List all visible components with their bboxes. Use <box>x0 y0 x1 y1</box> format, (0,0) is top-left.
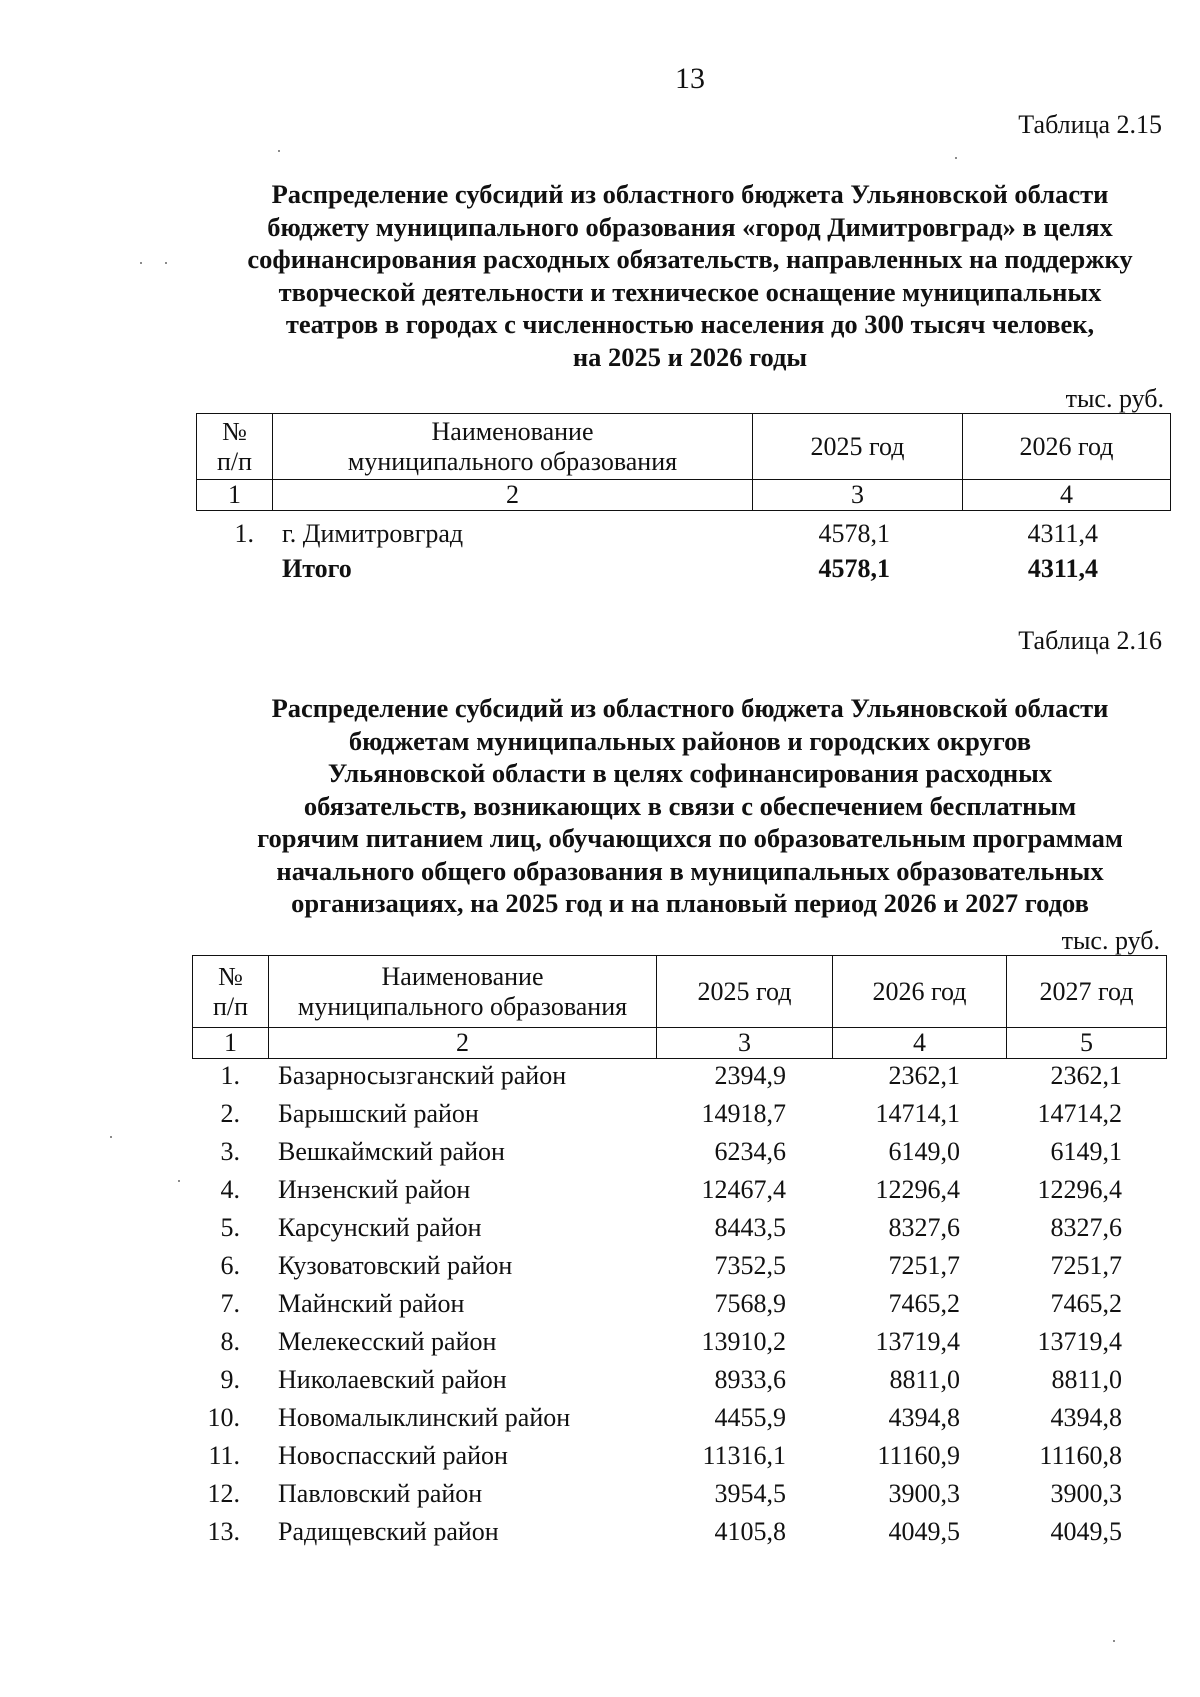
row-2025: 4105,8 <box>714 1517 786 1546</box>
row-2027: 11160,8 <box>1039 1441 1122 1470</box>
scan-speck <box>278 150 280 152</box>
title-line: творческой деятельности и техническое оснащение муниципальных <box>278 276 1102 307</box>
table-2-15-label: Таблица 2.15 <box>1018 110 1162 139</box>
table-row <box>0 1248 1200 1284</box>
row-2027: 4394,8 <box>1050 1403 1122 1432</box>
header-num-line: п/п <box>212 991 249 1021</box>
table-row <box>0 1438 1200 1474</box>
row-2025: 4455,9 <box>714 1403 786 1432</box>
row-2027: 14714,2 <box>1037 1099 1122 1128</box>
table-2-16-title <box>160 692 1200 920</box>
row-2027: 8811,0 <box>1051 1365 1122 1394</box>
header-2025: 2025 год <box>657 956 833 1028</box>
row-2026: 11160,9 <box>877 1441 960 1470</box>
title-line: Распределение субсидий из областного бюджета Ульяновской области <box>271 693 1109 723</box>
row-2025: 6234,6 <box>714 1137 786 1166</box>
table-row <box>0 1134 1200 1170</box>
title-line: Ульяновской области в целях софинансирования расходных <box>327 758 1053 788</box>
table-row <box>0 1058 1200 1094</box>
row-num: 2. <box>220 1099 240 1128</box>
header-num-line: № <box>218 961 243 991</box>
header-num-line: № <box>222 416 247 446</box>
title-line: софинансирования расходных обязательств, направленных на поддержку <box>247 244 1133 274</box>
title-line: театров в городах с численностью населения до 300 тысяч человек, <box>285 309 1095 339</box>
row-2026: 4049,5 <box>888 1517 960 1546</box>
row-num: 5. <box>220 1213 240 1242</box>
row-num: 4. <box>220 1175 240 1204</box>
header-name <box>273 414 753 480</box>
header-name-line: Наименование <box>431 416 594 446</box>
row-num: 7. <box>220 1289 240 1318</box>
row-name: Новоспасский район <box>278 1441 508 1470</box>
title-line: организациях, на 2025 год и на плановый период 2026 и 2027 годов <box>291 888 1089 918</box>
scan-speck <box>1113 1640 1115 1642</box>
header-2026: 2026 год <box>833 956 1007 1028</box>
row-2026: 7251,7 <box>888 1251 960 1280</box>
table-row <box>0 1400 1200 1436</box>
header-row <box>197 414 1171 480</box>
row-name: Базарносызганский район <box>278 1061 567 1090</box>
table-2-16-label: Таблица 2.16 <box>1018 626 1162 655</box>
row-2025: 12467,4 <box>701 1175 786 1204</box>
row-num: 1. <box>220 1061 240 1090</box>
table-row <box>0 1172 1200 1208</box>
index-cell: 5 <box>1007 1028 1167 1059</box>
row-2027: 2362,1 <box>1050 1061 1122 1090</box>
row-num: 11. <box>208 1441 240 1470</box>
row-name: Радищевский район <box>278 1517 499 1546</box>
row-num: 1. <box>234 519 254 548</box>
table-2-16-header <box>192 955 1167 1059</box>
row-name: Барышский район <box>278 1099 479 1128</box>
row-2026: 3900,3 <box>888 1479 960 1508</box>
title-line: бюджетам муниципальных районов и городских округов <box>348 725 1032 756</box>
index-cell: 4 <box>833 1028 1007 1059</box>
table-2-16-units: тыс. руб. <box>1061 926 1160 955</box>
header-num <box>197 414 273 480</box>
table-row <box>0 1476 1200 1512</box>
row-name: Майнский район <box>278 1289 465 1318</box>
scan-speck <box>140 262 142 264</box>
row-name: Новомалыклинский район <box>278 1403 571 1432</box>
index-row <box>197 480 1171 511</box>
row-name: Николаевский район <box>278 1365 507 1394</box>
row-num: 9. <box>220 1365 240 1394</box>
header-num-line: п/п <box>216 446 253 476</box>
total-row <box>0 551 1200 587</box>
row-2027: 3900,3 <box>1050 1479 1122 1508</box>
header-name <box>269 956 657 1028</box>
table-row <box>0 1362 1200 1398</box>
row-name: Карсунский район <box>278 1213 482 1242</box>
row-2026: 2362,1 <box>888 1061 960 1090</box>
row-2027: 13719,4 <box>1037 1327 1122 1356</box>
title-line: начального общего образования в муниципальных образовательных <box>276 855 1104 886</box>
row-2026: 4311,4 <box>1027 519 1098 548</box>
table-2-15-title <box>160 178 1200 373</box>
table-row <box>0 1324 1200 1360</box>
row-2027: 8327,6 <box>1050 1213 1122 1242</box>
scan-speck <box>955 157 957 159</box>
table-row <box>0 1096 1200 1132</box>
row-2027: 4049,5 <box>1050 1517 1122 1546</box>
row-num: 3. <box>220 1137 240 1166</box>
index-cell: 2 <box>269 1028 657 1059</box>
title-line: Распределение субсидий из областного бюджета Ульяновской области <box>271 179 1109 209</box>
row-2025: 11316,1 <box>702 1441 786 1470</box>
row-num: 12. <box>207 1479 240 1508</box>
row-2025: 2394,9 <box>714 1061 786 1090</box>
header-name-line: Наименование <box>381 961 544 991</box>
table-2-15-header <box>196 413 1171 511</box>
row-2025: 7568,9 <box>714 1289 786 1318</box>
row-name: Инзенский район <box>278 1175 471 1204</box>
scan-speck <box>165 262 167 264</box>
index-cell: 1 <box>193 1028 269 1059</box>
row-2027: 6149,1 <box>1050 1137 1122 1166</box>
row-num: 13. <box>207 1517 240 1546</box>
table-row <box>0 516 1200 552</box>
row-num: 10. <box>207 1403 240 1432</box>
title-line: обязательств, возникающих в связи с обеспечением бесплатным <box>303 790 1077 821</box>
row-2027: 7465,2 <box>1050 1289 1122 1318</box>
row-2027: 12296,4 <box>1037 1175 1122 1204</box>
header-2025: 2025 год <box>753 414 963 480</box>
scan-speck <box>110 1136 112 1138</box>
row-name: Кузоватовский район <box>278 1251 513 1280</box>
total-label: Итого <box>282 554 352 583</box>
index-cell: 3 <box>753 480 963 511</box>
index-row <box>193 1028 1167 1059</box>
index-cell: 3 <box>657 1028 833 1059</box>
table-2-15-units: тыс. руб. <box>1065 384 1164 413</box>
row-name: Вешкаймский район <box>278 1137 505 1166</box>
row-2026: 13719,4 <box>875 1327 960 1356</box>
title-line: горячим питанием лиц, обучающихся по образовательным программам <box>257 823 1123 853</box>
row-num: 8. <box>220 1327 240 1356</box>
table-row <box>0 1210 1200 1246</box>
row-2025: 7352,5 <box>714 1251 786 1280</box>
table-row <box>0 1514 1200 1550</box>
row-2026: 7465,2 <box>888 1289 960 1318</box>
row-2025: 4578,1 <box>818 519 890 548</box>
row-2025: 3954,5 <box>714 1479 786 1508</box>
row-2026: 14714,1 <box>875 1099 960 1128</box>
row-2026: 6149,0 <box>888 1137 960 1166</box>
index-cell: 2 <box>273 480 753 511</box>
title-line: бюджету муниципального образования «город Димитровград» в целях <box>267 211 1113 242</box>
row-2025: 8933,6 <box>714 1365 786 1394</box>
total-2026: 4311,4 <box>1027 554 1098 583</box>
index-cell: 4 <box>963 480 1171 511</box>
header-name-line: муниципального образования <box>347 446 678 476</box>
title-line: на 2025 и 2026 годы <box>572 341 808 372</box>
row-2025: 14918,7 <box>701 1099 786 1128</box>
header-2026: 2026 год <box>963 414 1171 480</box>
row-2026: 8811,0 <box>889 1365 960 1394</box>
row-2027: 7251,7 <box>1050 1251 1122 1280</box>
row-name: Павловский район <box>278 1479 483 1508</box>
row-name: г. Димитровград <box>282 519 464 548</box>
scan-speck <box>178 1180 180 1182</box>
row-name: Мелекесский район <box>278 1327 497 1356</box>
page-number: 13 <box>675 62 705 95</box>
header-2027: 2027 год <box>1007 956 1167 1028</box>
row-2025: 8443,5 <box>714 1213 786 1242</box>
index-cell: 1 <box>197 480 273 511</box>
row-num: 6. <box>220 1251 240 1280</box>
row-2025: 13910,2 <box>701 1327 786 1356</box>
row-2026: 8327,6 <box>888 1213 960 1242</box>
table-row <box>0 1286 1200 1322</box>
row-2026: 4394,8 <box>888 1403 960 1432</box>
row-2026: 12296,4 <box>875 1175 960 1204</box>
header-row <box>193 956 1167 1028</box>
header-num <box>193 956 269 1028</box>
total-2025: 4578,1 <box>818 554 890 583</box>
header-name-line: муниципального образования <box>297 991 628 1021</box>
